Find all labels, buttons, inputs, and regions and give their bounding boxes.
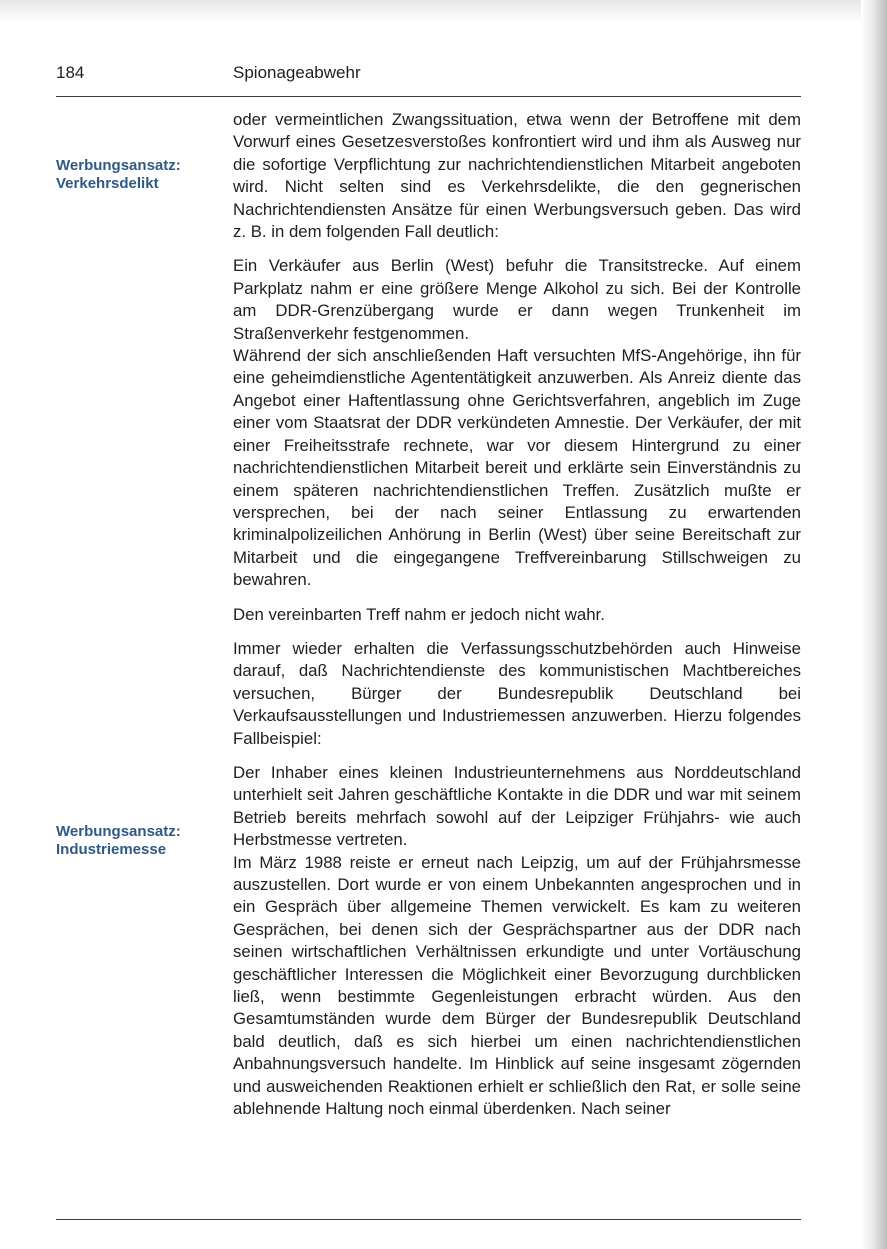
- scan-right-shadow: [861, 0, 887, 1249]
- body-text: [233, 109, 801, 1120]
- margin-note-line: Werbungsansatz:: [56, 157, 181, 174]
- footer-rule: [56, 1219, 801, 1220]
- paragraph: Während der sich anschließenden Haft versuchten MfS-Angehörige, ihn für eine geheimdienstliche Agententätigkeit anzuwerben. Als Anreiz diente das Angebot einer Haftentlassung ohne Gerichtsverfahren, angeblich im Zuge einer vom Staatsrat der DDR verkündeten Amnestie. Der Verkäufer, der mit einer Freiheitsstrafe rechnete, war vor diesem Hintergrund zu einer nachrichtendienstlichen Mitarbeit bereit und erklärte sein Einverständnis zu einem späteren nachrichtendienstlichen Treffen. Zusätzlich mußte er versprechen, bei der nach seiner Entlassung zu erwartenden kriminalpolizeilichen Anhörung in Berlin (West) über seine Bereitschaft zur Mitarbeit und die eingegangene Treffvereinbarung Stillschweigen zu bewahren.: [233, 346, 801, 590]
- margin-note-line: Werbungsansatz:: [56, 823, 181, 840]
- paragraph: Ein Verkäufer aus Berlin (West) befuhr die Transitstrecke. Auf einem Parkplatz nahm er eine größere Menge Alkohol zu sich. Bei der Kontrolle am DDR-Grenzübergang wurde er dann wegen Trunkenheit im Straßenverkehr festgenommen.: [233, 256, 801, 343]
- running-title: Spionageabwehr: [233, 63, 361, 82]
- paragraph: Den vereinbarten Treff nahm er jedoch nicht wahr.: [233, 604, 605, 624]
- page-number: 184: [56, 63, 85, 82]
- scan-top-shadow: [0, 0, 887, 24]
- header-rule: [56, 96, 801, 97]
- paragraph: Der Inhaber eines kleinen Industrieunternehmens aus Norddeutschland unterhielt seit Jahren geschäftliche Kontakte in die DDR und war mit seinem Betrieb bereits mehrfach sowohl auf der Leipziger Frühjahrs- wie auch Herbstmesse vertreten.: [233, 762, 801, 850]
- margin-note-line: Verkehrsdelikt: [56, 175, 159, 192]
- paragraph: Im März 1988 reiste er erneut nach Leipzig, um auf der Frühjahrsmesse auszustellen. Dort wurde er von einem Unbekannten angesprochen und in ein Gespräch über allgemeine Themen verwickelt. Es kam zu weiteren Gesprächen, bei denen sich der Gesprächspartner aus der DDR nach seinen wirtschaftlichen Verhältnissen erkundigte und unter Vortäuschung geschäftlicher Interessen die Möglichkeit einer Bevorzugung durchblicken ließ, wenn bestimmte Gegenleistungen erbracht würden. Aus den Gesamtumständen wurde dem Bürger der Bundesrepublik Deutschland bald deutlich, daß es sich hierbei um einen nachrichtendienstlichen Anbahnungsversuch handelte. Im Hinblick auf seine insgesamt zögernden und ausweichenden Reaktionen erhielt er schließlich den Rat, er solle seine ablehnende Haltung noch einmal überdenken. Nach seiner: [233, 852, 801, 1119]
- paragraph: Immer wieder erhalten die Verfassungsschutzbehörden auch Hinweise darauf, daß Nachrichtendienste des kommunistischen Machtbereiches versuchen, Bürger der Bundesrepublik Deutschland bei Verkaufsausstellungen und Industriemessen anzuwerben. Hierzu folgendes Fallbeispiel:: [233, 638, 801, 748]
- margin-note-verkehrsdelikt: [56, 157, 181, 193]
- margin-note-industriemesse: [56, 823, 181, 859]
- paragraph: oder vermeintlichen Zwangssituation, etwa wenn der Betroffene mit dem Vorwurf eines Gesetzesverstoßes konfrontiert wird und ihm als Ausweg nur die sofortige Verpflichtung zur nachrichtendienstlichen Mitarbeit angeboten wird. Nicht selten sind es Verkehrsdelikte, die den gegnerischen Nachrichtendiensten Ansätze für einen Werbungsversuch geben. Das wird z. B. in dem folgenden Fall deutlich:: [233, 110, 801, 242]
- margin-note-line: Industriemesse: [56, 841, 167, 858]
